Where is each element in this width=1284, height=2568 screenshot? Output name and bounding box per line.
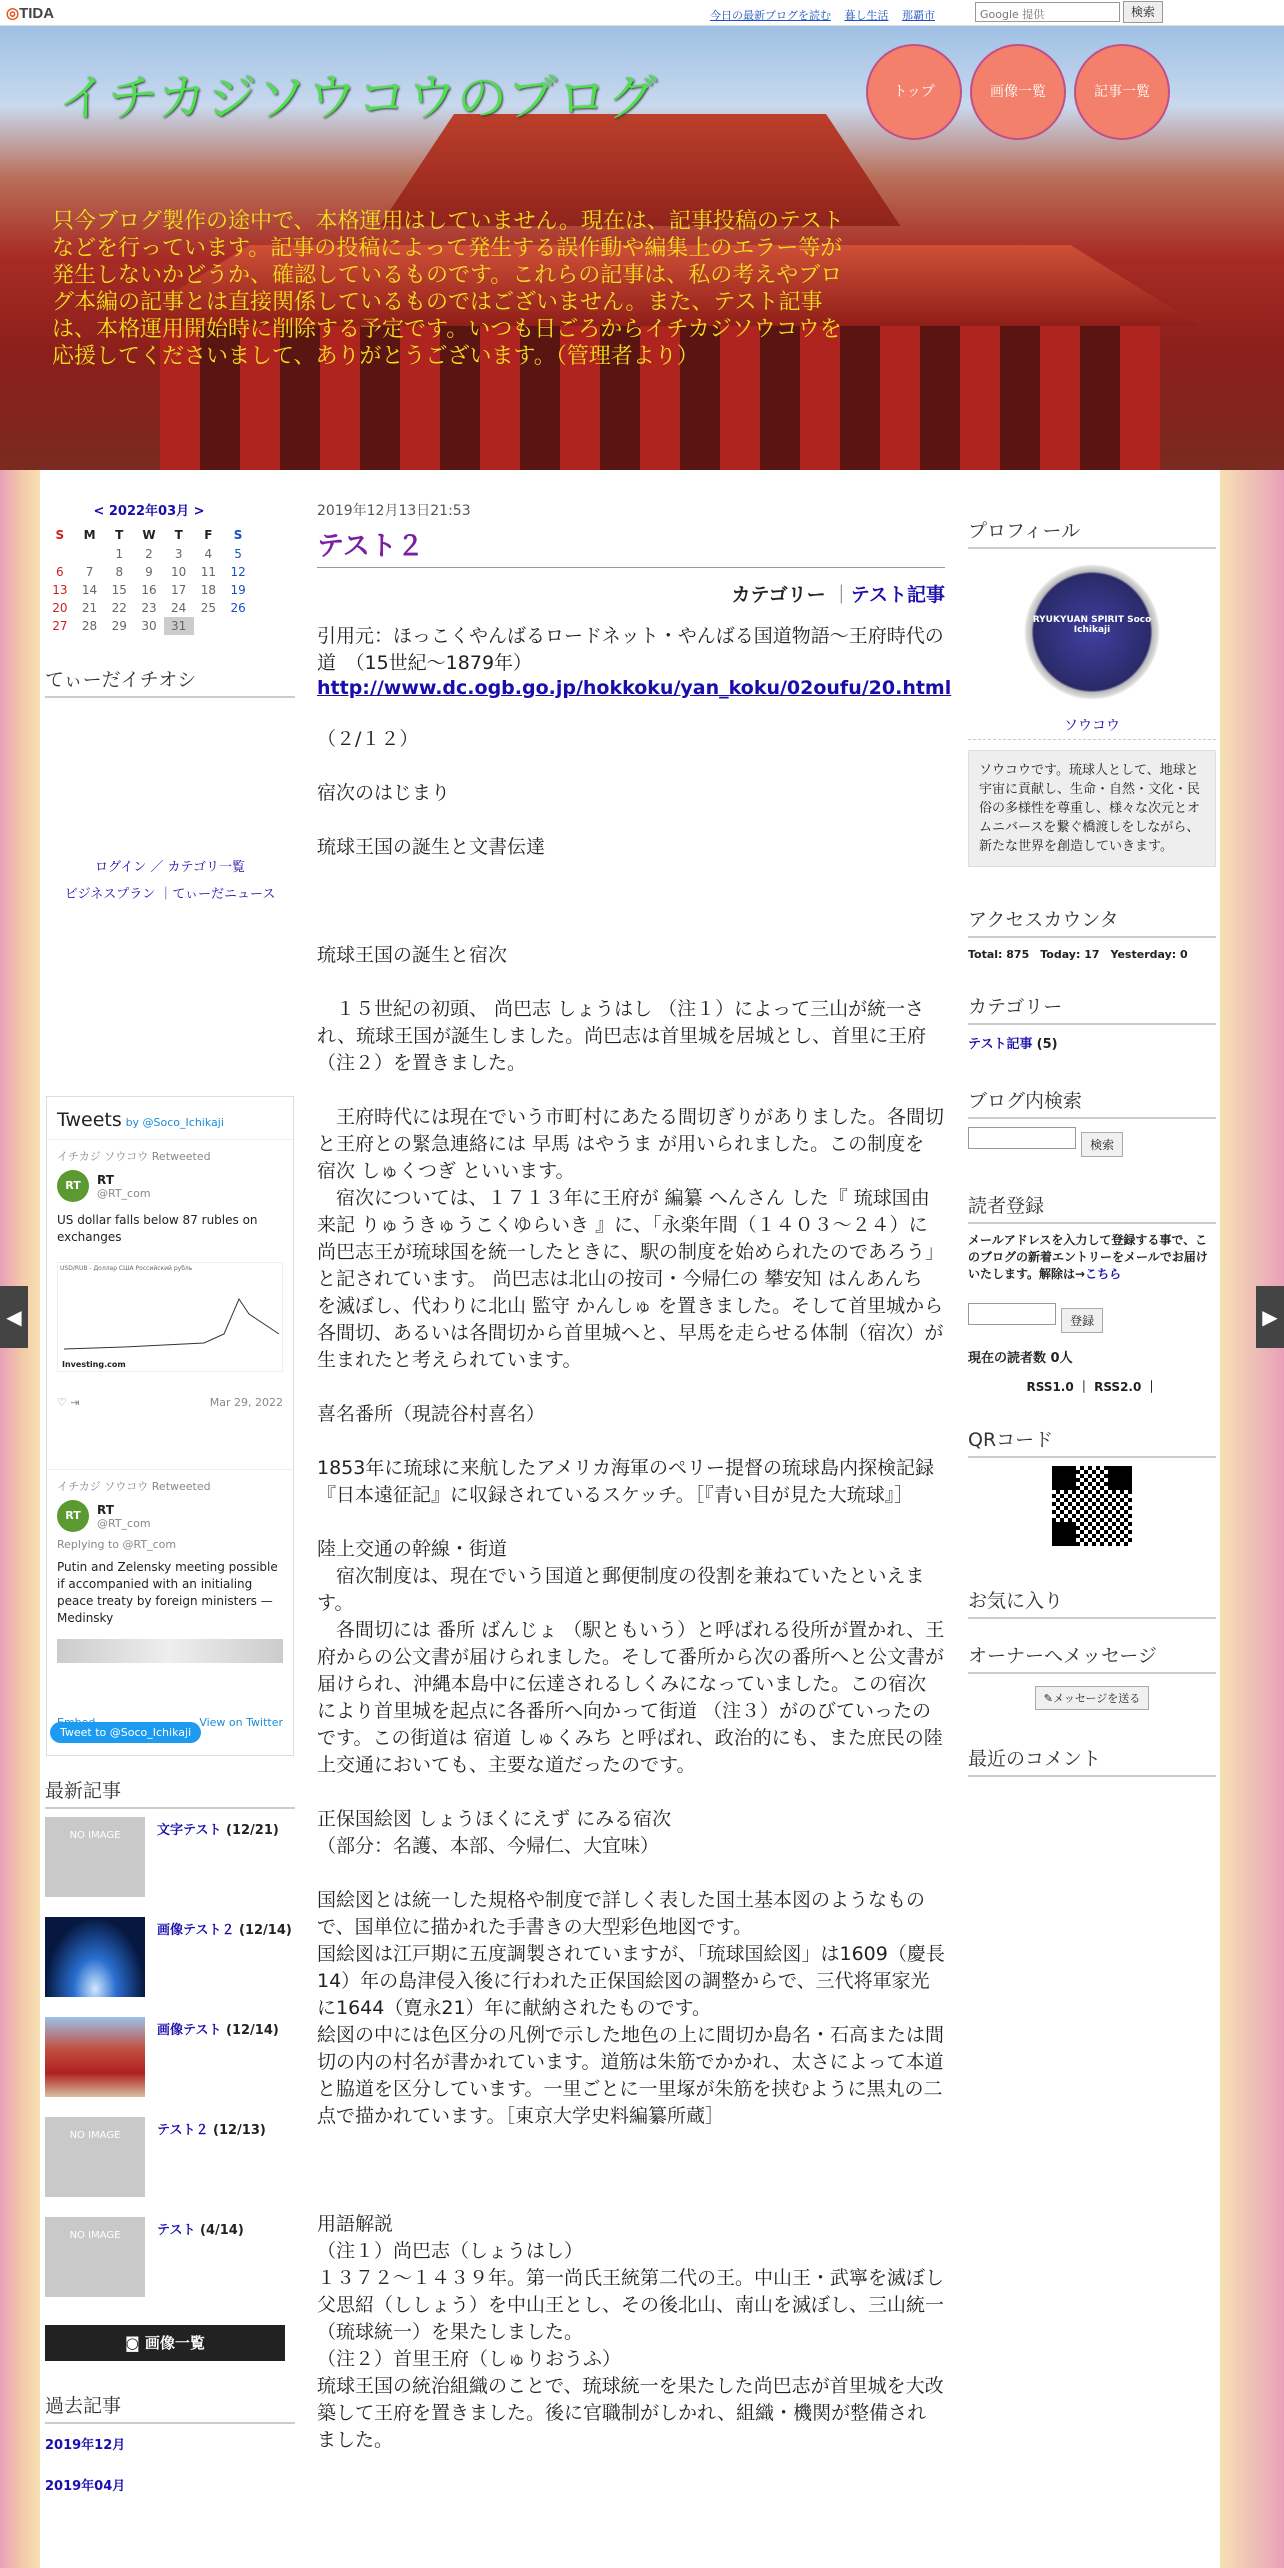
post-source: 引用元：ほっこくやんばるロードネット・やんばる国道物語～王府時代の道 （15世紀～1879年） (317, 625, 944, 674)
cal-date: 22 (111, 601, 127, 615)
archive-link[interactable]: 2019年12月 (45, 2438, 126, 2453)
cal-day-sat: S (233, 528, 243, 542)
category-item-count: (5) (1036, 1037, 1058, 1052)
recent-article-date: (12/14) (239, 1923, 292, 1938)
archive-link[interactable]: 2019年04月 (45, 2479, 126, 2494)
recent-articles (45, 1776, 295, 2494)
cal-date: 19 (230, 583, 246, 597)
reply-label: Replying to @RT_com (57, 1538, 177, 1551)
tweet-chart-line (64, 1279, 284, 1359)
calendar (45, 525, 253, 635)
google-search-button[interactable]: 検索 (1123, 1, 1163, 23)
cal-day-wed: W (142, 528, 156, 542)
reader-text: メールアドレスを入力して登録する事で、このブログの新着エントリーをメールでお届けいたします。解除は→ (968, 1233, 1208, 1281)
tweet-chart-image (57, 1262, 283, 1372)
cal-day-thu: T (174, 528, 183, 542)
recent-article[interactable] (45, 2017, 295, 2117)
right-sidebar: プロフィール RYUKYUAN SPIRIT Soco Ichikaji ソウコウ ソウコウです。琉球人として、地球と宇宙に貢献し、生命・自然・文化・民俗の多様性を尊重し、様々な次元とオムニバースを繋ぐ橋渡しをしながら、新たな世界を創造していきます。 アクセスカウンタ Total: 875 Today: 17 Yesterday: 0 カテゴリー テスト記事 (5) ブログ内検索 検索 読者登録 メールアドレスを入力して登録する事で、このブログの新着エントリーをメールでお届けいたします。解除は→こちら 登録 現在の読者数 0人 RSS1.0 ｜ RSS2.0 ｜ QRコード お気に入り オーナーへメッセージ ✎メッセージを送る 最近のコメント (968, 500, 1216, 1785)
blog-search-input[interactable] (968, 1127, 1076, 1149)
tweet-to-button[interactable]: Tweet to @Soco_Ichikaji (50, 1722, 201, 1743)
cal-date: 7 (85, 565, 94, 579)
cal-day-sun: S (55, 528, 65, 542)
tweet-author: RT (97, 1502, 114, 1517)
tweet-image (57, 1639, 283, 1663)
cal-date: 13 (52, 583, 68, 597)
cal-date: 14 (81, 583, 98, 597)
tweet-chart-label: USD/RUB - Доллар США Российский рубль (60, 1265, 193, 1272)
cal-date: 12 (230, 565, 246, 579)
send-message-button[interactable] (1035, 1686, 1150, 1710)
profile-image[interactable] (1017, 557, 1167, 707)
recent-article[interactable] (45, 2117, 295, 2217)
rt-avatar: RT (57, 1500, 89, 1532)
category-heading: カテゴリー (968, 992, 1216, 1025)
post-source-link[interactable]: http://www.dc.ogb.go.jp/hokkoku/yan_koku/02oufu/20.html (317, 677, 952, 699)
earth-thumbnail[interactable] (45, 1917, 145, 1997)
blog-search-button[interactable]: 検索 (1081, 1132, 1123, 1157)
recent-article-date: (12/13) (213, 2123, 266, 2138)
cal-date: 2 (145, 547, 153, 561)
cal-day-tue: T (115, 528, 124, 542)
cal-date-today: 31 (164, 617, 194, 635)
archive-heading: 過去記事 (45, 2391, 295, 2424)
rss1-link[interactable]: RSS1.0 (1026, 1380, 1074, 1394)
cal-date: 24 (171, 601, 187, 615)
cal-date: 9 (145, 565, 153, 579)
cal-day-mon: M (83, 528, 96, 542)
cal-date: 20 (52, 601, 68, 615)
tweet-author: RT (97, 1172, 114, 1187)
tiida-heading: てぃーだイチオシ (45, 665, 295, 698)
cal-date (75, 545, 105, 563)
recent-article-date: (12/14) (226, 2023, 279, 2038)
cal-date: 17 (171, 583, 187, 597)
pencil-icon: ✎ (1043, 1692, 1053, 1705)
nav-articles-button[interactable]: 記事一覧 (1074, 44, 1170, 140)
search-heading: ブログ内検索 (968, 1086, 1216, 1119)
retweet-label: イチカジ ソウコウ Retweeted (57, 1150, 211, 1163)
top-link-life[interactable]: 暮し生活 (844, 9, 889, 22)
access-heading: アクセスカウンタ (968, 905, 1216, 938)
reader-count: 現在の読者数 0人 (968, 1351, 1073, 1366)
view-on-twitter-link[interactable]: View on Twitter (199, 1716, 283, 1729)
recent-article[interactable] (45, 1917, 295, 2017)
recent-article-title[interactable]: 画像テスト２ (157, 1923, 235, 1938)
send-message-label: メッセージを送る (1052, 1692, 1141, 1705)
tweet-chart-site: Investing.com (62, 1360, 126, 1369)
tweets-by[interactable]: by @Soco_Ichikaji (125, 1116, 224, 1129)
category-item-link[interactable]: テスト記事 (968, 1037, 1033, 1052)
access-counter: Total: 875 Today: 17 Yesterday: 0 (968, 948, 1188, 961)
cal-date: 30 (141, 619, 157, 633)
qr-code (1052, 1466, 1132, 1546)
recent-article-date: (12/21) (226, 1823, 279, 1838)
recent-article-date: (4/14) (200, 2223, 244, 2238)
top-links (710, 7, 945, 23)
tweet-handle: @RT_com (97, 1186, 151, 1200)
qr-heading: QRコード (968, 1425, 1216, 1458)
cal-date: 11 (200, 565, 216, 579)
login-links[interactable]: ログイン ／ カテゴリ一覧 (94, 860, 246, 875)
camera-icon: ◙ (125, 2334, 145, 2352)
category-link[interactable]: テスト記事 (850, 584, 945, 606)
cal-date (194, 617, 224, 635)
cal-date: 27 (52, 619, 68, 633)
tweet-date[interactable]: Mar 29, 2022 (209, 1396, 283, 1409)
cal-date: 29 (111, 619, 127, 633)
cal-date: 21 (81, 601, 98, 615)
like-icon[interactable]: ♡ ⇥ (57, 1396, 80, 1409)
google-search-input[interactable]: Google 提供 (975, 2, 1120, 22)
top-link-latest[interactable]: 今日の最新ブログを読む (710, 9, 831, 22)
site-title[interactable]: イチカジソウコウのブログ (58, 69, 657, 127)
reader-register-button[interactable]: 登録 (1061, 1308, 1103, 1333)
tida-logo[interactable]: ◎TIDA (6, 5, 55, 22)
tweets-title: Tweets (57, 1109, 122, 1131)
cal-date: 25 (200, 601, 216, 615)
profile-image-text: RYUKYUAN SPIRIT Soco Ichikaji (1032, 615, 1152, 635)
reader-heading: 読者登録 (968, 1191, 1216, 1224)
recent-comments-heading: 最近のコメント (968, 1744, 1216, 1777)
post-datetime: 2019年12月13日21:53 (317, 503, 471, 519)
category-label: カテゴリー (731, 584, 826, 606)
cal-date: 3 (174, 547, 183, 561)
tweet-text: US dollar falls below 87 rubles on exchanges (57, 1213, 258, 1244)
tweet-2[interactable] (47, 1470, 293, 1680)
left-sidebar (45, 500, 295, 902)
recent-article-title[interactable]: テスト２ (157, 2123, 209, 2138)
cal-date: 10 (171, 565, 187, 579)
recent-article-title[interactable]: テスト (157, 2223, 196, 2238)
post-body: （２/１２） 宿次のはじまり 琉球王国の誕生と文書伝達 琉球王国の誕生と宿次 １５世紀の初頭、 尚巴志 しょうはし （注１）によって三山が統一され、琉球王国が誕生しました。尚巴志は首里城を居城とし、首里に王府 （注２）を置きました。 王府時代には現在でいう市町村にあたる間切ぎりがありました。各間切と王府との緊急連絡には 早馬 はやうま が用いられました。この制度を 宿次 しゅくつぎ といいます。 宿次については、１７１３年に王府が 編纂 へんさん した『 琉球国由来記 りゅうきゅうこくゆらいき 』に、「永楽年間（１４０３～２４）に尚巴志王が琉球国を統一したときに、駅の制度を始められたのであろう」と記されています。 尚巴志は北山の按司・今帰仁の 攀安知 はんあんち を滅ぼし、代わりに北山 監守 かんしゅ を置きました。そして首里城から各間切、あるいは各間切から首里城へと、早馬を走らせる体制（宿次）が生まれたと考えられています。 喜名番所（現読谷村喜名） 1853年に琉球に来航したアメリカ海軍のペリー提督の琉球島内探検記録『日本遠征記』に収録されているスケッチ。［『青い目が見た大琉球』］ 陸上交通の幹線・街道 宿次制度は、現在でいう国道と郵便制度の役割を兼ねていたといえます。 各間切には 番所 ばんじょ （駅ともいう）と呼ばれる役所が置かれ、王府からの公文書が届けられました。そして番所から次の番所へと公文書が届けられ、沖縄本島中に伝達されるしくみになっていました。この宿次により首里城を起点に各番所へ向かって街道 （注３）がのびていったのです。この街道は 宿道 しゅくみち と呼ばれ、政治的にも、また庶民の陸上交通においても、主要な道だったのです。 正保国絵図 しょうほくにえず にみる宿次 （部分：名護、本部、今帰仁、大宜味） 国絵図とは統一した規格や制度で詳しく表した国土基本図のようなもので、国単位に描かれた手書きの大型彩色地図です。 国絵図は江戸期に五度調製されていますが、「琉球国絵図」は1609（慶長14）年の島津侵入後に行われた正保国絵図の調整からで、三代将軍家光に1644（寛永21）年に献納されたものです。 絵図の中には色区分の凡例で示した地色の上に間切か島名・石高または間切の内の村名が書かれています。道筋は朱筋でかかれ、太さによって本道と脇道を区分しています。一里ごとに一里塚が朱筋を挟むように黒丸の二点で描かれています。［東京大学史料編纂所蔵］ 用語解説 （注１）尚巴志（しょうはし） １３７２～１４３９年。第一尚氏王統第二代の王。中山王・武寧を滅ぼし父思紹（ししょう）を中山王とし、その後北山、南山を滅ぼし、三山統一（琉球統一）を果たしました。 （注２）首里王府（しゅりおうふ） 琉球王国の統治組織のことで、琉球統一を果たした尚巴志が首里城を大改築して王府を置きました。後に官職制がしかれ、組織・機関が整備されました。 (317, 728, 945, 2451)
owner-message-heading: オーナーへメッセージ (968, 1641, 1216, 1674)
top-link-naha[interactable]: 那覇市 (902, 9, 935, 22)
cal-date: 28 (81, 619, 98, 633)
tweet-1[interactable] (47, 1140, 293, 1470)
main-content: 2019年12月13日21:53 テスト２ カテゴリー ｜テスト記事 引用元：ほっこくやんばるロードネット・やんばる国道物語～王府時代の道 （15世紀～1879年） http://www.dc.ogb.go.jp/hokkoku/yan_koku/02oufu/20.html （２/１２） 宿次のはじまり 琉球王国の誕生と文書伝達 琉球王国の誕生と宿次 １５世紀の初頭、 尚巴志 しょうはし （注１）によって三山が統一され、琉球王国が誕生しました。尚巴志は首里城を居城とし、首里に王府 （注２）を置きました。 王府時代には現在でいう市町村にあたる間切ぎりがありました。各間切と王府との緊急連絡には 早馬 はやうま が用いられました。この制度を 宿次 しゅくつぎ といいます。 宿次については、１７１３年に王府が 編纂 へんさん した『 琉球国由来記 りゅうきゅうこくゆらいき 』に、「永楽年間（１４０３～２４）に尚巴志王が琉球国を統一したときに、駅の制度を始められたのであろう」と記されています。 尚巴志は北山の按司・今帰仁の 攀安知 はんあんち を滅ぼし、代わりに北山 監守 かんしゅ を置きました。そして首里城から各間切、あるいは各間切から首里城へと、早馬を走らせる体制（宿次）が生まれたと考えられています。 喜名番所（現読谷村喜名） 1853年に琉球に来航したアメリカ海軍のペリー提督の琉球島内探検記録『日本遠征記』に収録されているスケッチ。［『青い目が見た大琉球』］ 陸上交通の幹線・街道 宿次制度は、現在でいう国道と郵便制度の役割を兼ねていたといえます。 各間切には 番所 ばんじょ （駅ともいう）と呼ばれる役所が置かれ、王府からの公文書が届けられました。そして番所から次の番所へと公文書が届けられ、沖縄本島中に伝達されるしくみになっていました。この宿次により首里城を起点に各番所へ向かって街道 （注３）がのびていったのです。この街道は 宿道 しゅくみち と呼ばれ、政治的にも、また庶民の陸上交通においても、主要な道だったのです。 正保国絵図 しょうほくにえず にみる宿次 （部分：名護、本部、今帰仁、大宜味） 国絵図とは統一した規格や制度で詳しく表した国土基本図のようなもので、国単位に描かれた手書きの大型彩色地図です。 国絵図は江戸期に五度調製されていますが、「琉球国絵図」は1609（慶長14）年の島津侵入後に行われた正保国絵図の調整からで、三代将軍家光に1644（寛永21）年に献納されたものです。 絵図の中には色区分の凡例で示した地色の上に間切か島名・石高または間切の内の村名が書かれています。道筋は朱筋でかかれ、太さによって本道と脇道を区分しています。一里ごとに一里塚が朱筋を挟むように黒丸の二点で描かれています。［東京大学史料編纂所蔵］ 用語解説 （注１）尚巴志（しょうはし） １３７２～１４３９年。第一尚氏王統第二代の王。中山王・武寧を滅ぼし父思紹（ししょう）を中山王とし、その後北山、南山を滅ぼし、三山統一（琉球統一）を果たしました。 （注２）首里王府（しゅりおうふ） 琉球王国の統治組織のことで、琉球統一を果たした尚巴志が首里城を大改築して王府を置きました。後に官職制がしかれ、組織・機関が整備されました。 (317, 500, 945, 2454)
twitter-widget (46, 1096, 294, 1756)
recent-article[interactable] (45, 1817, 295, 1917)
reader-unsubscribe-link[interactable]: こちら (1085, 1267, 1122, 1281)
profile-heading: プロフィール (968, 516, 1216, 549)
cal-date: 6 (56, 565, 64, 579)
profile-name[interactable]: ソウコウ (968, 715, 1216, 740)
cal-day-fri: F (204, 528, 213, 542)
tweet-text: Putin and Zelensky meeting possible if accompanied with an initialing peace treaty by foreign ministers — Medinsky (57, 1560, 278, 1625)
business-links[interactable]: ビジネスプラン ｜てぃーだニュース (64, 887, 276, 902)
post-title[interactable]: テスト２ (317, 524, 945, 568)
cal-date: 1 (115, 547, 124, 561)
blog-header (0, 26, 1284, 470)
reader-email-input[interactable] (968, 1303, 1056, 1325)
castle-thumbnail[interactable] (45, 2017, 145, 2097)
nav-top-button[interactable]: トップ (866, 44, 962, 140)
cal-date: 15 (111, 583, 127, 597)
calendar-title[interactable]: < 2022年03月 > (93, 504, 205, 519)
recent-article-title[interactable]: 文字テスト (157, 1823, 222, 1838)
recent-article-title[interactable]: 画像テスト (157, 2023, 222, 2038)
cal-date: 18 (200, 583, 216, 597)
tweet-handle: @RT_com (97, 1516, 151, 1530)
no-image-thumbnail[interactable]: NO IMAGE (45, 2217, 145, 2297)
top-bar (0, 0, 1284, 26)
cal-date: 26 (230, 601, 246, 615)
no-image-thumbnail[interactable]: NO IMAGE (45, 2117, 145, 2197)
cal-date: 23 (141, 601, 157, 615)
retweet-label: イチカジ ソウコウ Retweeted (57, 1480, 211, 1493)
cal-date: 16 (141, 583, 157, 597)
no-image-thumbnail[interactable]: NO IMAGE (45, 1817, 145, 1897)
cal-date (45, 545, 75, 563)
recent-article[interactable] (45, 2217, 295, 2317)
rt-avatar: RT (57, 1170, 89, 1202)
rss2-link[interactable]: RSS2.0 (1094, 1380, 1142, 1394)
profile-description: ソウコウです。琉球人として、地球と宇宙に貢献し、生命・自然・文化・民俗の多様性を尊重し、様々な次元とオムニバースを繋ぐ橋渡しをしながら、新たな世界を創造していきます。 (968, 750, 1216, 867)
next-arrow-button[interactable]: ▶ (1256, 1286, 1284, 1348)
cal-date (223, 617, 253, 635)
tiida-space (45, 706, 295, 856)
gallery-button[interactable] (45, 2325, 285, 2361)
cal-date: 8 (115, 565, 124, 579)
gallery-button-label: 画像一覧 (144, 2334, 205, 2352)
favorites-heading: お気に入り (968, 1586, 1216, 1619)
site-description: 只今ブログ製作の途中で、本格運用はしていません。現在は、記事投稿のテストなどを行っています。記事の投稿によって発生する誤作動や編集上のエラー等が発生しないかどうか、確認しているものです。これらの記事は、私の考えやブログ本編の記事とは直接関係しているものではございません。また、テスト記事は、本格運用開始時に削除する予定です。いつも日ごろからイチカジソウコウを応援してくださいまして、ありがとうございます。（管理者より） (52, 209, 845, 369)
prev-arrow-button[interactable]: ◀ (0, 1286, 28, 1348)
cal-date: 5 (234, 547, 242, 561)
nav-gallery-button[interactable]: 画像一覧 (970, 44, 1066, 140)
cal-date: 4 (204, 547, 213, 561)
recent-heading: 最新記事 (45, 1776, 295, 1809)
